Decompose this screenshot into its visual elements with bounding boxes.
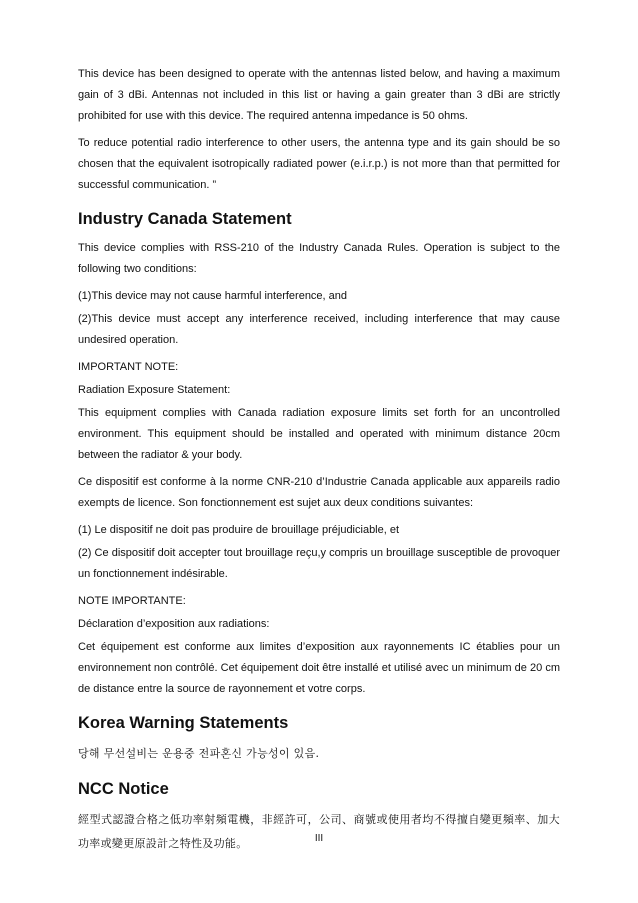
ic-fr-radiation-paragraph: Cet équipement est conforme aux limites d’exposition aux rayonnements IC établies pour un environnement non contrôlé. Cet équipement doit être installé et utilisé avec un minimum de 20 cm de distance entre la source de rayonnement et votre corps. xyxy=(78,641,560,695)
fcc-interference-paragraph: To reduce potential radio interference to other users, the antenna type and its gain should be so chosen that the equivalent isotropically radiated power (e.i.r.p.) is not more than that permitted for successful communication. ” xyxy=(78,137,560,191)
page-number: III xyxy=(314,833,324,844)
ncc-heading: NCC Notice xyxy=(78,780,169,798)
ncc-section xyxy=(78,778,560,856)
ic-important-note: IMPORTANT NOTE: xyxy=(78,361,179,373)
fcc-antenna-paragraph: This device has been designed to operate with the antennas listed below, and having a maximum gain of 3 dBi. Antennas not included in this list or having a gain greater than 3 dBi are strictly prohibited for use with this device. The required antenna impedance is 50 ohms. xyxy=(78,68,560,122)
korea-warning-text: 당해 무선설비는 운용중 전파혼신 가능성이 있음. xyxy=(78,747,320,760)
ic-radiation-paragraph: This equipment complies with Canada radiation exposure limits set forth for an uncontrolled environment. This equipment should be installed and operated with minimum distance 20cm between the radiator & your body. xyxy=(78,407,560,461)
industry-canada-section xyxy=(78,208,560,700)
ic-fr-note: NOTE IMPORTANTE: xyxy=(78,595,186,607)
industry-canada-heading: Industry Canada Statement xyxy=(78,210,292,228)
ic-condition-1: (1)This device may not cause harmful interference, and xyxy=(78,290,348,302)
korea-heading: Korea Warning Statements xyxy=(78,714,289,732)
ic-fr-compliance-paragraph: Ce dispositif est conforme à la norme CNR-210 d’Industrie Canada applicable aux appareils radio exempts de licence. Son fonctionnement est sujet aux deux conditions suivantes: xyxy=(78,476,560,509)
ic-compliance-paragraph: This device complies with RSS-210 of the Industry Canada Rules. Operation is subject to the following two conditions: xyxy=(78,242,560,275)
korea-section xyxy=(78,712,560,766)
document-page xyxy=(78,64,560,862)
ic-fr-condition-1: (1) Le dispositif ne doit pas produire de brouillage préjudiciable, et xyxy=(78,524,400,536)
ic-fr-condition-2: (2) Ce dispositif doit accepter tout brouillage reçu,y compris un brouillage susceptible de provoquer un fonctionnement indésirable. xyxy=(78,547,560,580)
ic-condition-2: (2)This device must accept any interference received, including interference that may cause undesired operation. xyxy=(78,313,560,346)
ic-radiation-title: Radiation Exposure Statement: xyxy=(78,384,231,396)
fcc-antenna-section xyxy=(78,64,560,196)
ic-fr-declaration-title: Déclaration d’exposition aux radiations: xyxy=(78,618,270,630)
ncc-notice-text: 經型式認證合格之低功率射頻電機，非經許可，公司、商號或使用者均不得擅自變更頻率、加大功率或變更原設計之特性及功能。 xyxy=(78,813,560,850)
